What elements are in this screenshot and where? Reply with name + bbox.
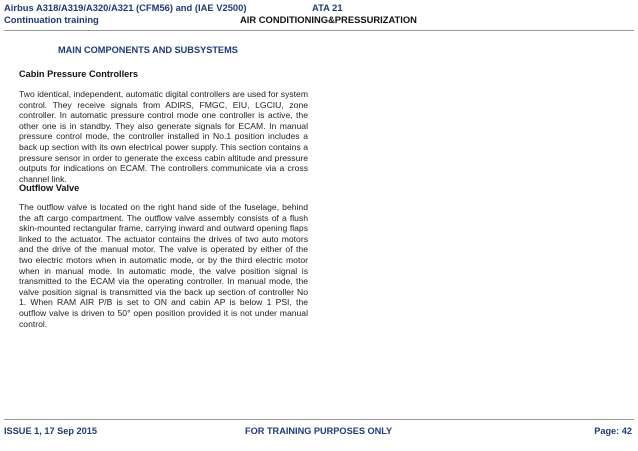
cabin-pressure-controllers-paragraph: Two identical, independent, automatic digital controllers are used for system control. They receive signals from ADIRS, FMGC, EIU, LGCIU, zone controller. In automatic pressure control mode one controller is active, the other one is in standby. They also generate signals for ECAM. In manual pressure control mode, the controller installed in No.1 position includes a back up section with its own electrical power supply. This section contains a pressure sensor in order to generate the excess cabin altitude and pressure outputs for indications on ECAM. The controllers communicate via a cross channel link. bbox=[19, 89, 308, 184]
document-header bbox=[4, 2, 246, 26]
outflow-valve-heading: Outflow Valve bbox=[19, 183, 80, 193]
outflow-valve-paragraph: The outflow valve is located on the right hand side of the fuselage, behind the aft cargo compartment. The outflow valve assembly consists of a flush skin-mounted rectangular frame, carrying inward and outward opening flaps linked to the actuator. The actuator contains the drives of two auto motors and the drive of the manual motor. The valve is operated by either of the two electric motors when in automatic mode, or by the third electric motor when in manual mode. In automatic mode, the valve position signal is transmitted to the ECAM via the operating controller. In manual mode, the valve position signal is transmitted via the back up section of controller No 1. When RAM AIR P/B is set to ON and cabin AP is below 1 PSI, the outflow valve is driven to 50° open position provided it is not under manual control. bbox=[19, 202, 308, 329]
training-notice: FOR TRAINING PURPOSES ONLY bbox=[245, 426, 393, 436]
document-subtitle: Continuation training bbox=[4, 14, 99, 25]
cabin-pressure-controllers-heading: Cabin Pressure Controllers bbox=[19, 69, 138, 79]
ata-number: ATA 21 bbox=[312, 2, 343, 13]
page-number: Page: 42 bbox=[594, 426, 632, 436]
document-title: Airbus A318/A319/A320/A321 (CFM56) and (IAE V2500) bbox=[4, 2, 247, 13]
chapter-header bbox=[240, 2, 417, 26]
issue-date: ISSUE 1, 17 Sep 2015 bbox=[4, 426, 97, 436]
chapter-title: AIR CONDITIONING&PRESSURIZATION bbox=[240, 14, 417, 25]
section-title: MAIN COMPONENTS AND SUBSYSTEMS bbox=[58, 45, 238, 55]
footer-divider bbox=[4, 419, 634, 420]
header-divider bbox=[4, 30, 634, 31]
